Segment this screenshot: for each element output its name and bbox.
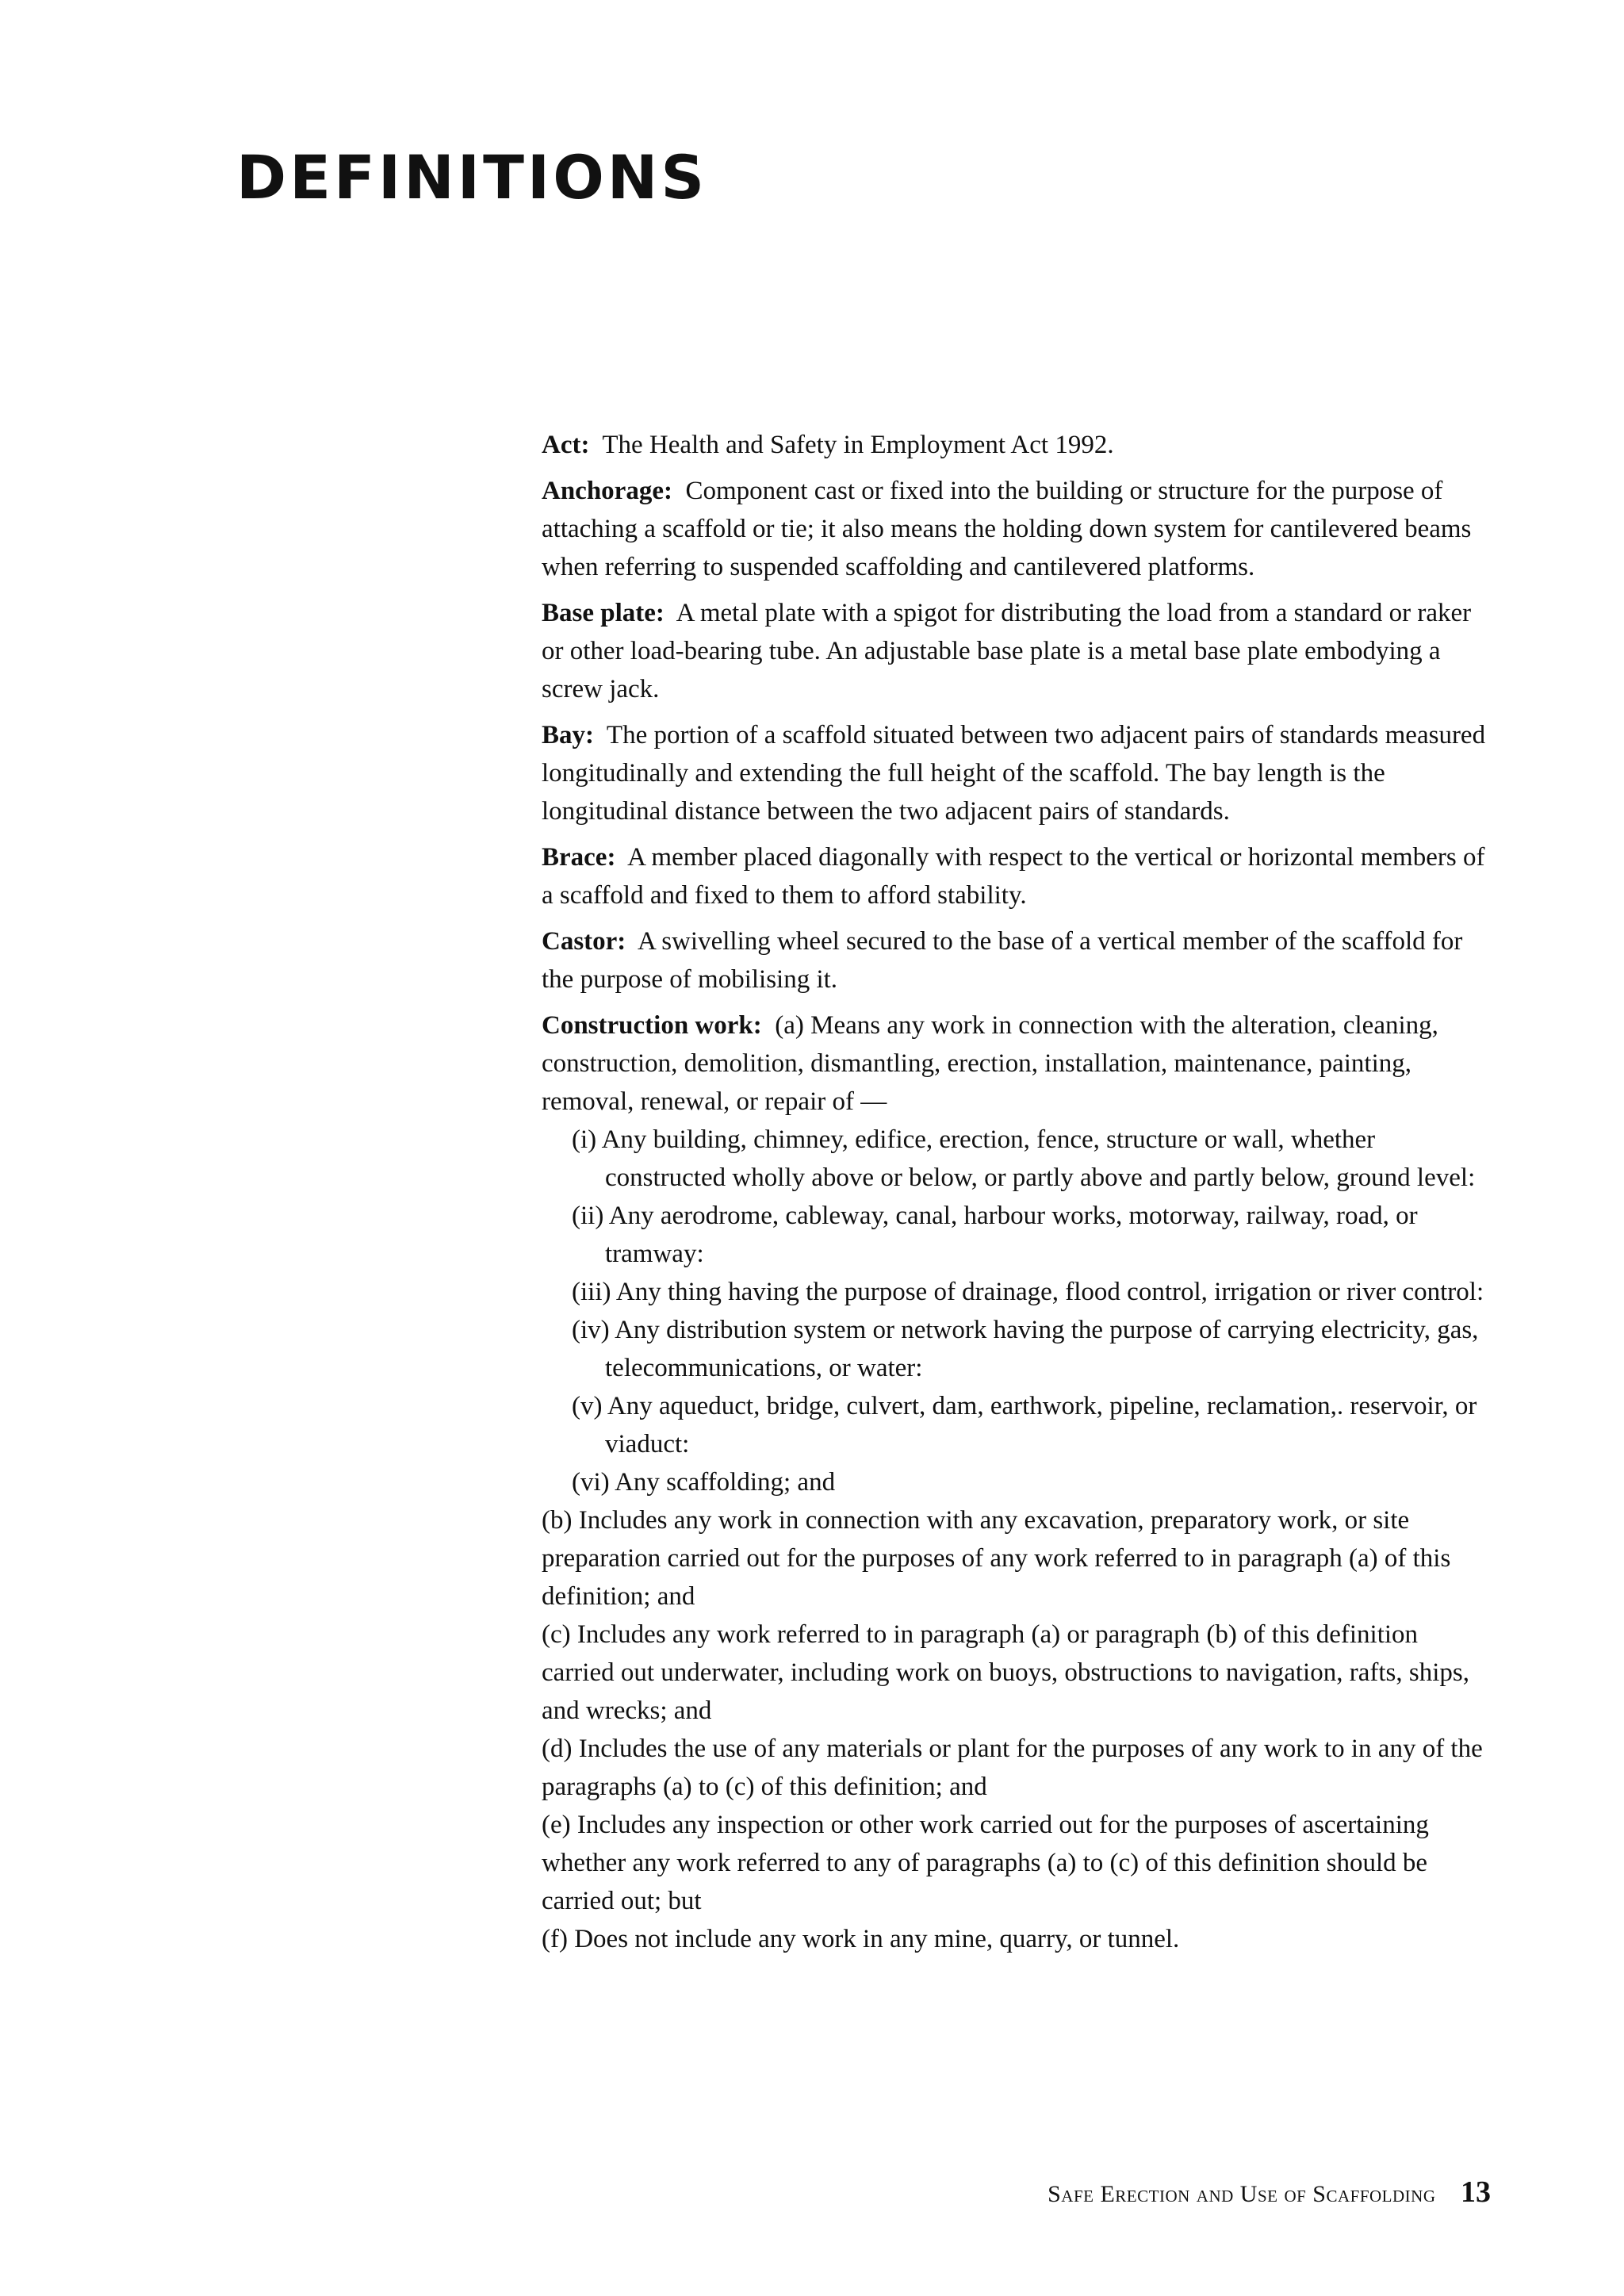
definition-term: Construction work: bbox=[542, 1011, 762, 1040]
definition-text: Component cast or fixed into the building or structure for the purpose of attaching a scaffold or tie; it also means the holding down system for cantilevered beams when referring to suspended scaffolding and cantilevered platforms. bbox=[542, 477, 1472, 581]
definition-text: The portion of a scaffold situated between two adjacent pairs of standards measured longitudinally and extending the full height of the scaffold. The bay length is the longitudinal distance between the two adjacent pairs of standards. bbox=[542, 721, 1486, 826]
definition-term: Act: bbox=[542, 431, 590, 459]
definition-text: A member placed diagonally with respect to the vertical or horizontal members of a scaffold and fixed to them to afford stability. bbox=[542, 843, 1485, 910]
paragraph-c: (c) Includes any work referred to in paragraph (a) or paragraph (b) of this definition carried out underwater, including work on buoys, obstructions to navigation, rafts, ships, and wrecks; and bbox=[542, 1620, 1469, 1725]
sub-item: (iii) Any thing having the purpose of drainage, flood control, irrigation or river control: bbox=[572, 1278, 1484, 1306]
definition-term: Castor: bbox=[542, 927, 626, 956]
sub-item-list bbox=[542, 1121, 1493, 1501]
definition-term: Bay: bbox=[542, 721, 594, 749]
sub-item: (iv) Any distribution system or network having the purpose of carrying electricity, gas, telecommunications, or water: bbox=[572, 1316, 1479, 1382]
page-number: 13 bbox=[1461, 2175, 1491, 2209]
definition-text: The Health and Safety in Employment Act 1992. bbox=[602, 431, 1114, 459]
paragraph-d: (d) Includes the use of any materials or plant for the purposes of any work to in any of the paragraphs (a) to (c) of this definition; and bbox=[542, 1734, 1483, 1801]
sub-item: (v) Any aqueduct, bridge, culvert, dam, earthwork, pipeline, reclamation,. reservoir, or viaduct: bbox=[572, 1392, 1477, 1458]
footer-title: Safe Erection and Use of Scaffolding bbox=[1048, 2181, 1436, 2207]
paragraph-b: (b) Includes any work in connection with any excavation, preparatory work, or site preparation carried out for the purposes of any work referred to in paragraph (a) of this definition; and bbox=[542, 1506, 1451, 1611]
sub-item: (vi) Any scaffolding; and bbox=[572, 1468, 836, 1497]
definition-entry bbox=[542, 594, 1493, 708]
definition-text: A swivelling wheel secured to the base of a vertical member of the scaffold for the purpose of mobilising it. bbox=[542, 927, 1463, 994]
page-footer bbox=[936, 2175, 1491, 2210]
paragraph-f: (f) Does not include any work in any mine, quarry, or tunnel. bbox=[542, 1925, 1180, 1953]
definition-text: A metal plate with a spigot for distributing the load from a standard or raker or other load-bearing tube. An adjustable base plate is a metal base plate embodying a screw jack. bbox=[542, 599, 1472, 703]
definition-entry bbox=[542, 838, 1493, 914]
definition-entry bbox=[542, 426, 1493, 464]
definition-entry bbox=[542, 716, 1493, 830]
definition-term: Brace: bbox=[542, 843, 616, 872]
construction-work-intro bbox=[542, 1006, 1493, 1121]
sub-item: (ii) Any aerodrome, cableway, canal, harbour works, motorway, railway, road, or tramway: bbox=[572, 1202, 1418, 1268]
sub-item: (i) Any building, chimney, edifice, erection, fence, structure or wall, whether constructed wholly above or below, or partly above and partly below, ground level: bbox=[572, 1125, 1476, 1192]
definition-term: Base plate: bbox=[542, 599, 665, 627]
construction-work-entry bbox=[542, 1006, 1493, 1958]
definition-term: Anchorage: bbox=[542, 477, 672, 505]
paragraph-e: (e) Includes any inspection or other work carried out for the purposes of ascertaining whether any work referred to any of paragraphs (a) to (c) of this definition should be carried out; but bbox=[542, 1811, 1429, 1915]
definition-entry bbox=[542, 472, 1493, 586]
definition-entry bbox=[542, 922, 1493, 999]
definitions-list bbox=[542, 426, 1493, 1966]
page-title: DEFINITIONS bbox=[236, 142, 708, 213]
definition-text: (a) Means any work in connection with the alteration, cleaning, construction, demolition, dismantling, erection, installation, maintenance, painting, removal, renewal, or repair of — bbox=[542, 1011, 1438, 1116]
